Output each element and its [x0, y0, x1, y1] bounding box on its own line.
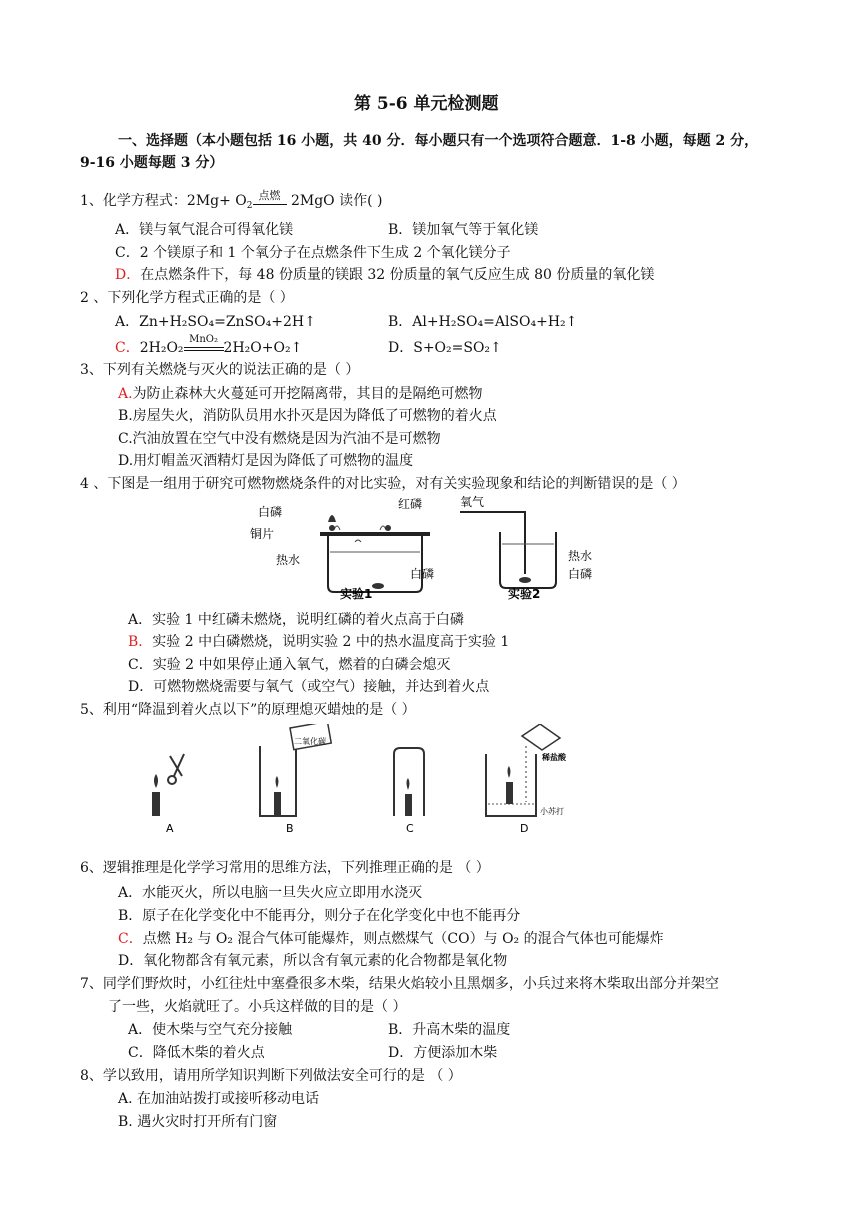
q2-option-b: B．Al+H₂SO₄=AlSO₄+H₂↑ — [388, 314, 578, 330]
q3-option-d: D.用灯帽盖灭酒精灯是因为降低了可燃物的温度 — [118, 453, 414, 469]
q6-option-a: A．水能灭火，所以电脑一旦失火应立即用水浇灭 — [118, 885, 423, 901]
q1-stem-sub: 2 — [246, 201, 253, 211]
q3-stem: 3、下列有关燃烧与灭火的说法正确的是（ ） — [80, 362, 360, 378]
q7-option-a: A．使木柴与空气充分接触 — [128, 1022, 293, 1038]
q4-option-b-text: 实验 2 中白磷燃烧，说明实验 2 中的热水温度高于实验 1 — [152, 634, 510, 650]
fig1-copper: 铜片 — [250, 527, 275, 541]
fig1-label: 实验1 — [340, 587, 373, 601]
q1-option-a: A．镁与氧气混合可得氧化镁 — [115, 222, 294, 238]
q2-option-d: D．S+O₂=SO₂↑ — [388, 340, 502, 356]
q4-stem: 4 、下图是一组用于研究可燃物燃烧条件的对比实验，对有关实验现象和结论的判断错误的是（ ） — [80, 476, 686, 492]
q2-option-c-letter: C． — [115, 340, 140, 356]
fig2-hot-water: 热水 — [568, 549, 593, 563]
q7-option-b: B．升高木柴的温度 — [388, 1022, 511, 1038]
q5-label-b: B — [286, 822, 294, 835]
fig2-white-p: 白磷 — [568, 567, 593, 581]
q1-option-d-letter: D． — [115, 267, 141, 283]
q4-option-a: A．实验 1 中红磷未燃烧，说明红磷的着火点高于白磷 — [128, 612, 464, 628]
q5-stem: 5、利用“降温到着火点以下”的原理熄灭蜡烛的是（ ） — [80, 702, 416, 718]
q2-catalyst-sign — [184, 333, 224, 351]
q2-option-c — [115, 333, 303, 358]
q6-option-b: B．原子在化学变化中不能再分，则分子在化学变化中也不能再分 — [118, 908, 521, 924]
q8-stem: 8、学以致用，请用所学知识判断下列做法安全可行的是 （ ） — [80, 1068, 462, 1084]
candle-a — [152, 754, 184, 816]
q2-option-a: A．Zn+H₂SO₄=ZnSO₄+2H↑ — [115, 314, 316, 330]
q2-option-c-left: 2H₂O₂ — [139, 340, 184, 356]
q1-stem-prefix: 1、化学方程式：2Mg+ O — [80, 193, 247, 209]
q5-co2: 二氧化碳 — [294, 737, 326, 746]
fig2-oxygen: 氧气 — [460, 495, 485, 509]
q1-condition: 点燃 — [258, 189, 281, 202]
fig2-label: 实验2 — [508, 587, 541, 601]
q1-option-d — [115, 265, 654, 285]
q3-option-a — [118, 384, 483, 404]
q5-vinegar: 稀盐酸 — [542, 753, 566, 762]
q5-label-a: A — [166, 822, 174, 835]
q7-option-d: D．方便添加木柴 — [388, 1045, 498, 1061]
fig1-white-p: 白磷 — [258, 505, 283, 519]
experiment2-apparatus — [460, 512, 556, 588]
q8-option-a: A. 在加油站拨打或接听移动电话 — [118, 1091, 320, 1107]
q5-label-d: D — [520, 822, 529, 835]
page-title: 第 5-6 单元检测题 — [354, 94, 499, 114]
q3-option-a-text: 为防止森林大火蔓延可开挖隔离带，其目的是隔绝可燃物 — [132, 386, 483, 402]
q4-figure — [250, 494, 650, 602]
q7-option-c: C．降低木柴的着火点 — [128, 1045, 265, 1061]
q7-stem-2: 了一些，火焰就旺了。小兵这样做的目的是（ ） — [108, 999, 407, 1015]
q6-stem: 6、逻辑推理是化学学习常用的思维方法，下列推理正确的是 （ ） — [80, 860, 490, 876]
q1-stem — [80, 191, 382, 211]
q1-option-c: C．2 个镁原子和 1 个氧分子在点燃条件下生成 2 个氧化镁分子 — [115, 245, 511, 261]
q3-option-a-letter: A. — [118, 386, 133, 402]
q4-option-d: D．可燃物燃烧需要与氧气（或空气）接触，并达到着火点 — [128, 679, 490, 695]
q3-option-b: B.房屋失火，消防队员用水扑灭是因为降低了可燃物的着火点 — [118, 408, 497, 424]
section-heading: 一、选择题（本小题包括 16 小题，共 40 分．每小题只有一个选项符合题意．1-8 小题，每题 2 分， — [118, 133, 759, 149]
q6-option-c-letter: C． — [118, 931, 143, 947]
q1-stem-suffix: 2MgO 读作( ) — [286, 193, 383, 209]
q4-option-b-letter: B． — [128, 634, 153, 650]
q1-option-d-text: 在点燃条件下，每 48 份质量的镁跟 32 份质量的氧气反应生成 80 份质量的氧化镁 — [140, 267, 655, 283]
q6-option-c-text: 点燃 H₂ 与 O₂ 混合气体可能爆炸，则点燃煤气（CO）与 O₂ 的混合气体也可能爆炸 — [142, 931, 664, 947]
q7-stem-1: 7、同学们野炊时，小红往灶中塞叠很多木柴，结果火焰较小且黑烟多，小兵过来将木柴取出部分并架空 — [80, 976, 719, 992]
q6-option-d: D．氧化物都含有氧元素，所以含有氧元素的化合物都是氧化物 — [118, 953, 508, 969]
q5-figure — [140, 724, 620, 836]
q6-option-c — [118, 929, 664, 949]
beaker-d — [486, 724, 560, 816]
q8-option-b: B. 遇火灾时打开所有门窗 — [118, 1114, 278, 1130]
jar-c — [394, 748, 424, 816]
fig1-hot-water: 热水 — [276, 553, 301, 567]
q4-option-b — [128, 632, 509, 652]
q3-option-c: C.汽油放置在空气中没有燃烧是因为汽油不是可燃物 — [118, 431, 441, 447]
q2-stem: 2 、下列化学方程式正确的是（ ） — [80, 290, 294, 306]
section-heading-cont: 9-16 小题每题 3 分） — [80, 155, 224, 171]
q4-option-c: C．实验 2 中如果停止通入氧气，燃着的白磷会熄灭 — [128, 657, 451, 673]
q2-option-c-right: 2H₂O+O₂↑ — [223, 340, 303, 356]
q2-catalyst: MnO₂ — [189, 333, 218, 345]
fig1-white-p2: 白磷 — [410, 567, 435, 581]
q5-label-c: C — [406, 822, 414, 835]
q5-soda: 小苏打 — [540, 807, 564, 816]
q1-option-b: B．镁加氧气等于氧化镁 — [388, 222, 539, 238]
fig1-red-p: 红磷 — [398, 497, 423, 511]
q1-condition-arrow — [253, 189, 287, 205]
